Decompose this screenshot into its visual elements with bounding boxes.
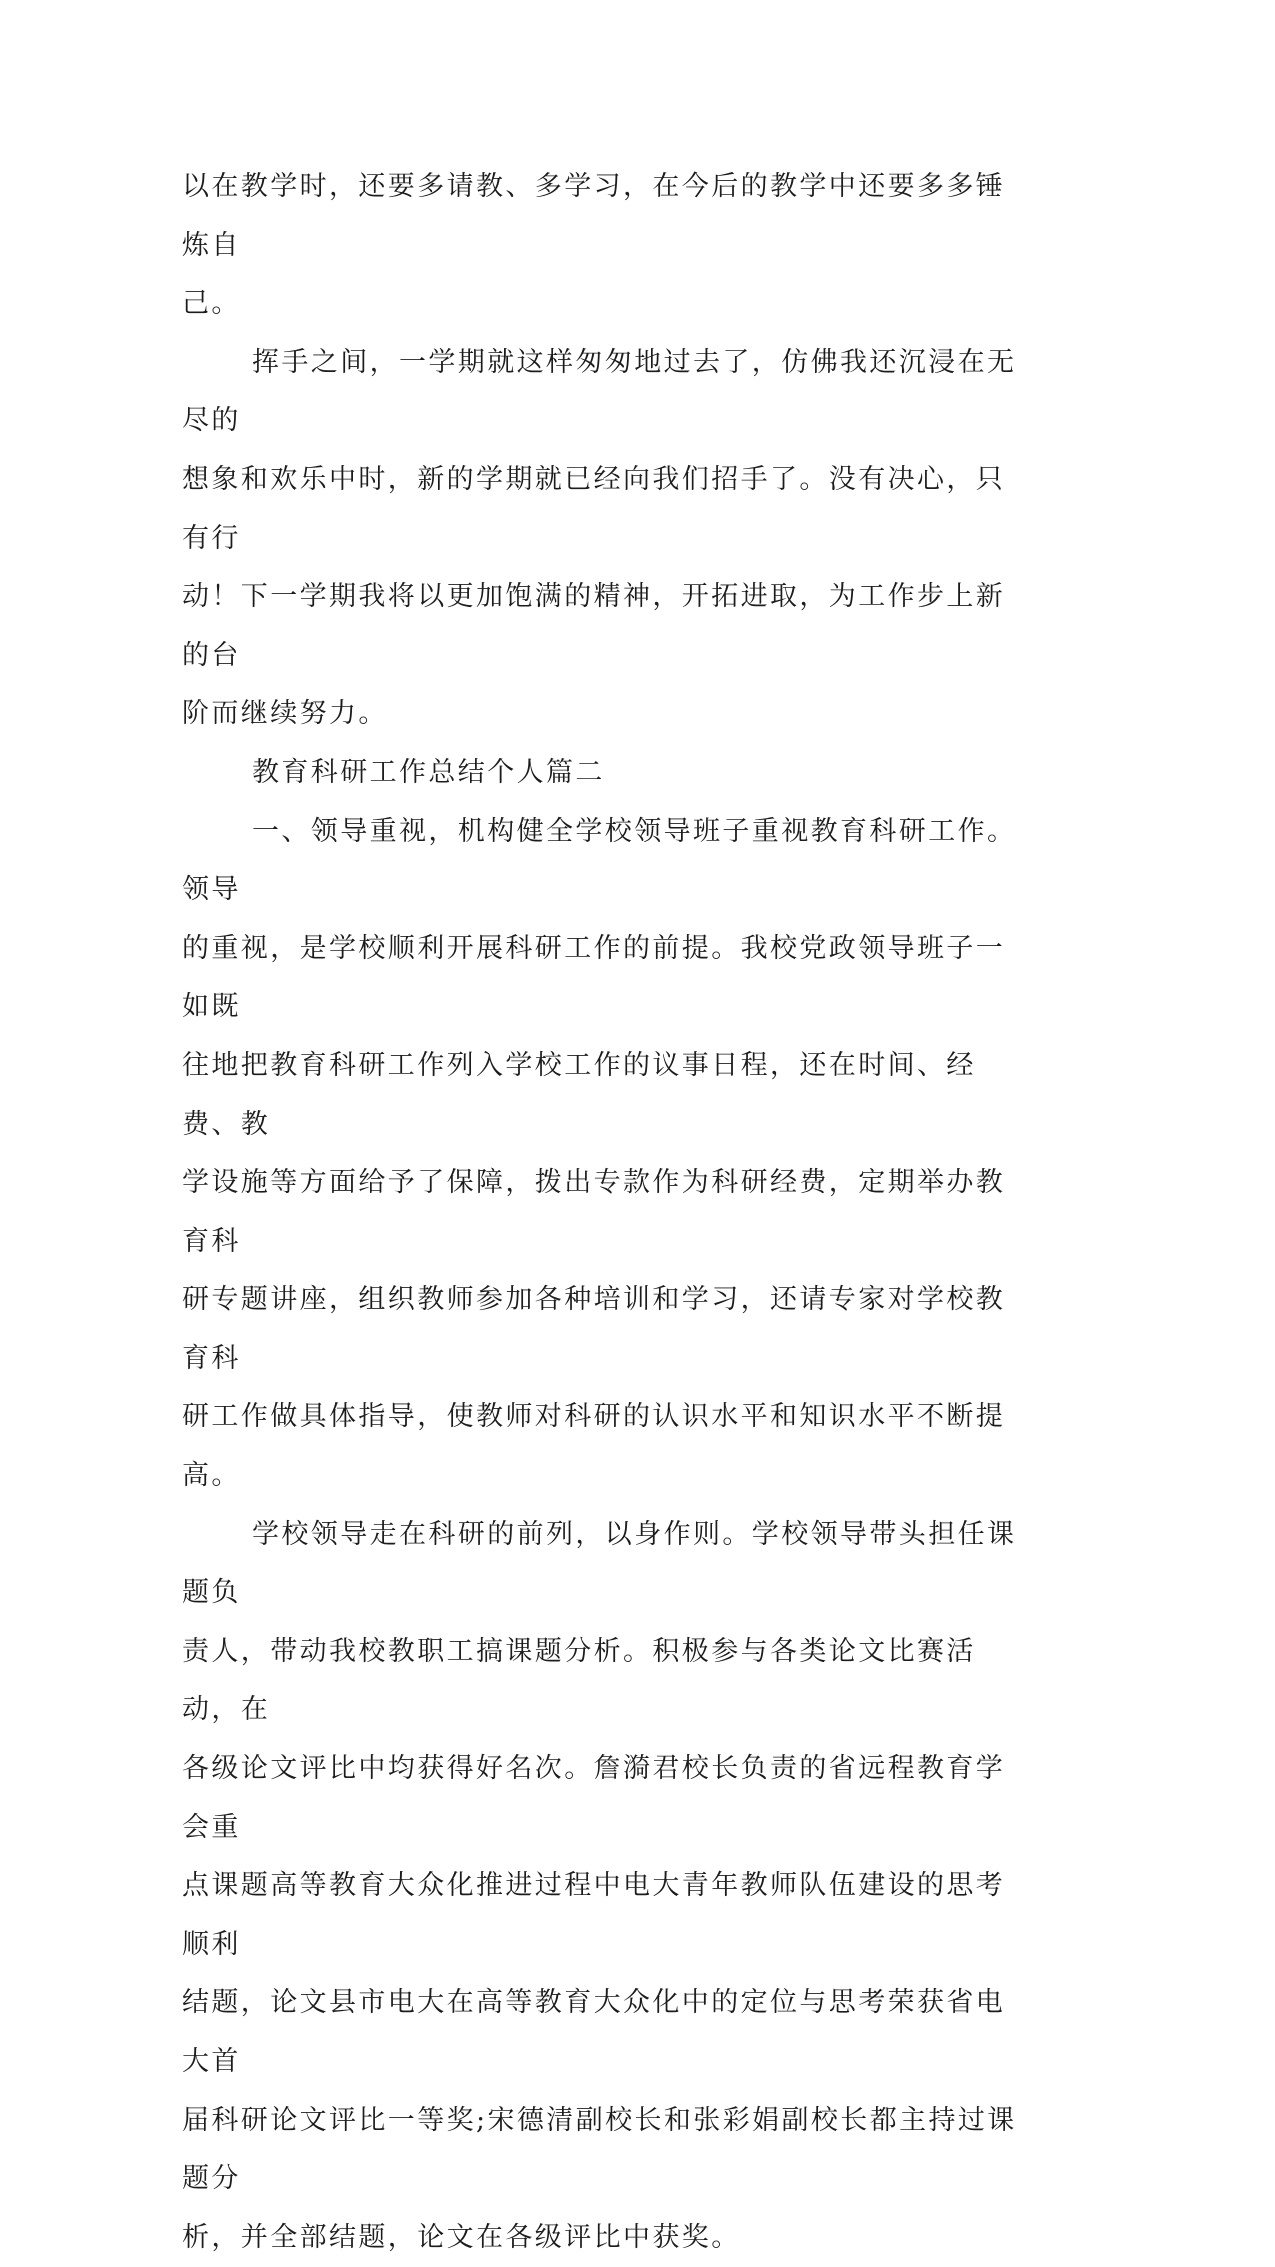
text-line: 一、领导重视，机构健全学校领导班子重视教育科研工作。领导	[182, 815, 1017, 906]
text-line: 的重视，是学校顺利开展科研工作的前提。我校党政领导班子一如既	[182, 932, 1006, 1023]
text-line: 动！下一学期我将以更加饱满的精神，开拓进取，为工作步上新的台	[182, 581, 1006, 671]
text-line: 届科研论文评比一等奖;宋德清副校长和张彩娟副校长都主持过课题分	[182, 2104, 1017, 2195]
text-line: 各级论文评比中均获得好名次。詹漪君校长负责的省远程教育学会重	[182, 1753, 1006, 1843]
text-line: 学设施等方面给予了保障，拨出专款作为科研经费，定期举办教育科	[182, 1167, 1006, 1257]
text-line: 挥手之间，一学期就这样匆匆地过去了，仿佛我还沉浸在无尽的	[182, 346, 1017, 437]
text-line: 学校领导走在科研的前列，以身作则。学校领导带头担任课题负	[182, 1518, 1017, 1609]
text-line: 研专题讲座，组织教师参加各种培训和学习，还请专家对学校教育科	[182, 1284, 1006, 1374]
text-line: 阶而继续努力。	[182, 698, 388, 730]
document-body	[182, 158, 1032, 2267]
paragraph-leadership	[182, 803, 1032, 1506]
paragraph-leading-example	[182, 1506, 1032, 2267]
text-line: 己。	[182, 288, 241, 320]
text-line: 想象和欢乐中时，新的学期就已经向我们招手了。没有决心，只有行	[182, 463, 1006, 554]
text-line: 往地把教育科研工作列入学校工作的议事日程，还在时间、经费、教	[182, 1049, 976, 1140]
text-line: 析，并全部结题，论文在各级评比中获奖。	[182, 2221, 741, 2253]
heading-text: 教育科研工作总结个人篇二	[252, 756, 605, 788]
paragraph-semester-end	[182, 334, 1032, 744]
text-line: 责人，带动我校教职工搞课题分析。积极参与各类论文比赛活动，在	[182, 1635, 976, 1726]
paragraph-continuation	[182, 158, 1032, 334]
text-line: 点课题高等教育大众化推进过程中电大青年教师队伍建设的思考顺利	[182, 1870, 1006, 1960]
section-heading	[182, 744, 1032, 803]
text-line: 以在教学时，还要多请教、多学习，在今后的教学中还要多多锤炼自	[182, 171, 1006, 261]
text-line: 结题，论文县市电大在高等教育大众化中的定位与思考荣获省电大首	[182, 1987, 1006, 2077]
text-line: 研工作做具体指导，使教师对科研的认识水平和知识水平不断提高。	[182, 1401, 1006, 1492]
